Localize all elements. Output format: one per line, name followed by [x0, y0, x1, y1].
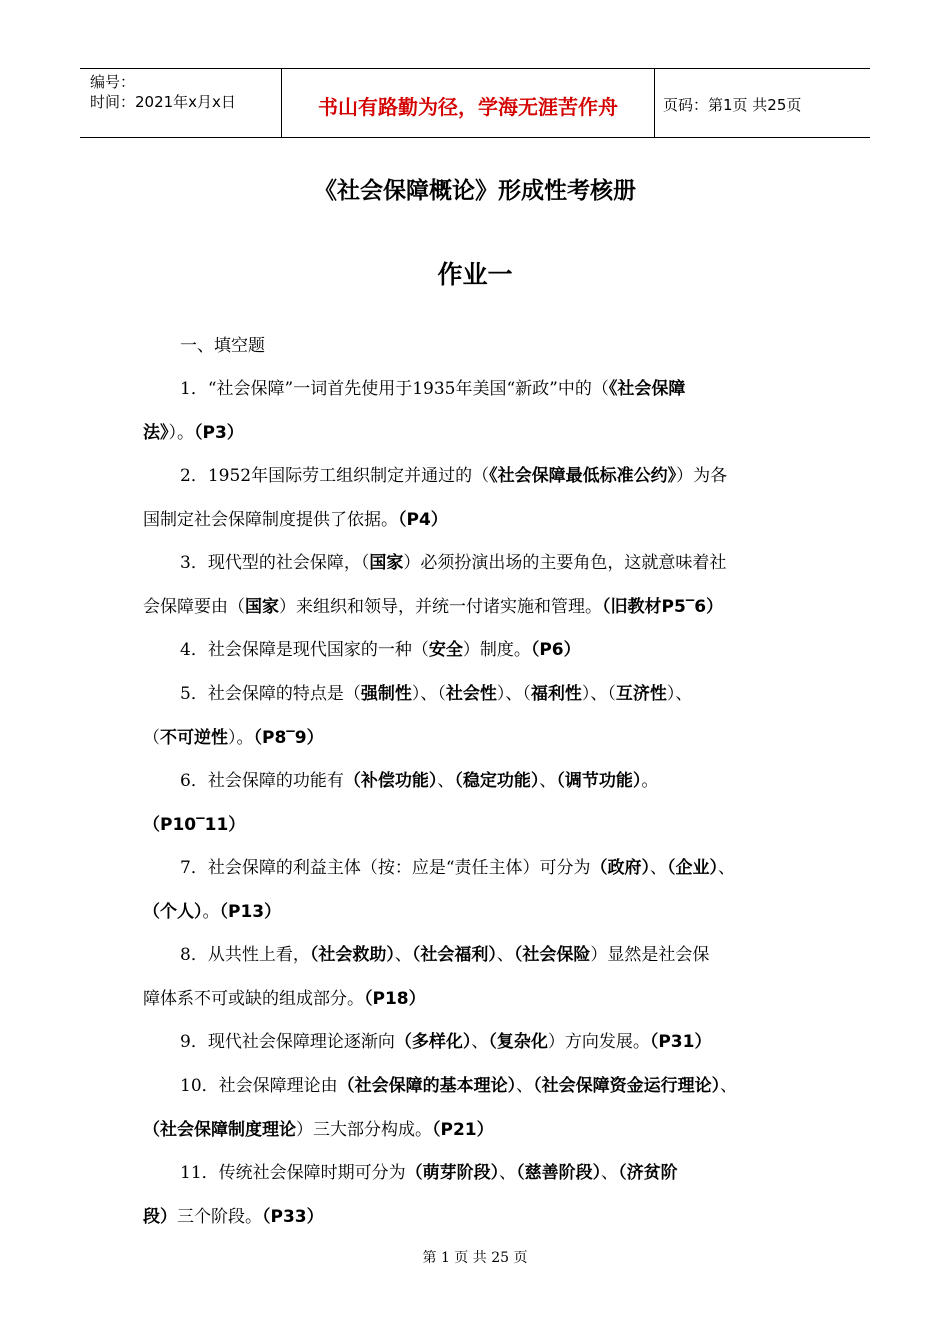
question-line: [143, 897, 281, 922]
question-text: 7．社会保障的利益主体（按：应是“责任主体）可分为: [180, 858, 591, 878]
answer-text: 安全: [428, 640, 463, 660]
answer-text: （P3）: [194, 423, 244, 443]
question-text: 。: [641, 771, 659, 791]
answer-text: （P18）: [364, 989, 426, 1009]
answer-text: （政府）: [590, 858, 651, 878]
question-text: 2．1952年国际劳工组织制定并通过的（: [180, 466, 490, 486]
answer-text: （稳定功能）: [454, 771, 540, 791]
number-label: 编号：: [90, 73, 136, 91]
question-text: 11．传统社会保障时期可分为: [180, 1163, 406, 1183]
answer-text: （复杂化: [488, 1032, 548, 1052]
question-text: 、: [471, 1032, 489, 1052]
question-text: 、: [499, 1163, 517, 1183]
question-text: ）必须扮演出场的主要角色，这就意味着社: [403, 553, 727, 573]
question-text: ）、: [666, 684, 693, 704]
question-text: 、: [496, 945, 514, 965]
question-text: 4．社会保障是现代国家的一种（: [180, 640, 429, 660]
answer-text: （社会保障的基本理论）: [337, 1076, 517, 1096]
question-line: [143, 1202, 324, 1227]
header-motto-cell: [282, 69, 655, 137]
question-text: ）三大部分构成。: [296, 1120, 432, 1140]
question-text: 10．社会保障理论由: [180, 1076, 338, 1096]
page-info: 页码：第1页 共25页: [663, 96, 802, 114]
question-line: [143, 810, 245, 835]
question-text: ）。: [168, 423, 194, 443]
answer-text: （萌芽阶段）: [405, 1163, 500, 1183]
answer-text: （多样化）: [394, 1032, 472, 1052]
question-text: 5．社会保障的特点是（: [180, 684, 361, 704]
answer-text: （P8‾9）: [253, 728, 324, 748]
header-meta-cell: [80, 69, 282, 137]
answer-text: （企业）: [667, 858, 719, 878]
question-text: ）来组织和领导，并统一付诸实施和管理。: [279, 597, 602, 617]
question-text: 、: [437, 771, 455, 791]
question-line: [143, 1115, 494, 1140]
question-line: [180, 1071, 737, 1096]
answer-text: 社会性: [445, 684, 497, 704]
question-text: 1．“社会保障”一词首先使用于1935年美国“新政”中的（: [180, 379, 609, 399]
question-text: 。: [202, 902, 220, 922]
answer-text: （P33）: [262, 1207, 324, 1227]
question-text: 3．现代型的社会保障，（: [180, 553, 370, 573]
answer-text: （个人）: [143, 902, 203, 922]
question-line: [180, 940, 709, 965]
question-text: 、: [539, 771, 557, 791]
header-page-cell: [655, 69, 870, 137]
answer-text: （社会保险: [513, 945, 591, 965]
answer-text: （P31）: [649, 1032, 712, 1052]
question-line: [143, 984, 426, 1009]
question-text: ）方向发展。: [547, 1032, 650, 1052]
motto-text: 书山有路勤为径，学海无涯苦作舟: [318, 95, 618, 119]
question-text: 、: [720, 1076, 738, 1096]
time-label: 时间：2021年x月x日: [90, 93, 236, 111]
assignment-heading: 作业一: [437, 260, 513, 289]
answer-text: 强制性: [360, 684, 412, 704]
document-title: 《社会保障概论》形成性考核册: [314, 178, 636, 204]
answer-text: （社会福利）: [411, 945, 497, 965]
question-line: [180, 635, 581, 660]
question-line: [143, 723, 324, 748]
answer-text: （P21）: [432, 1120, 494, 1140]
question-line: [180, 679, 692, 704]
question-line: [143, 592, 723, 617]
question-line: [180, 766, 658, 791]
answer-text: 国家: [245, 597, 279, 617]
question-line: [180, 1027, 711, 1052]
answer-text: （P6）: [530, 640, 581, 660]
question-text: ）。: [228, 728, 254, 748]
question-text: 8．从共性上看，: [180, 945, 310, 965]
answer-text: （补偿功能）: [343, 771, 438, 791]
question-text: 会保障要由（: [143, 597, 245, 617]
answer-text: （社会保障制度理论: [143, 1120, 296, 1140]
question-text: （: [143, 728, 160, 748]
question-line: [180, 1158, 678, 1183]
answer-text: （社会保障资金运行理论）: [533, 1076, 721, 1096]
question-text: 三个阶段。: [177, 1207, 262, 1227]
question-text: 6．社会保障的功能有: [180, 771, 344, 791]
answer-text: 《社会保障: [608, 379, 686, 399]
question-text: 、: [718, 858, 736, 878]
section-heading: 一、填空题: [180, 336, 265, 356]
question-text: ）显然是社会保: [590, 945, 710, 965]
answer-text: 互济性: [615, 684, 667, 704]
question-text: ）、（: [411, 684, 446, 704]
question-text: 障体系不可或缺的组成部分。: [143, 989, 364, 1009]
answer-text: （P4）: [398, 510, 448, 530]
question-text: 、: [601, 1163, 619, 1183]
answer-text: （调节功能）: [556, 771, 642, 791]
answer-text: 福利性: [530, 684, 582, 704]
answer-text: （社会救助）: [309, 945, 395, 965]
answer-text: 不可逆性: [160, 728, 228, 748]
question-line: [180, 374, 685, 399]
question-text: 、: [394, 945, 412, 965]
question-text: 国制定社会保障制度提供了依据。: [143, 510, 398, 530]
question-text: 、: [650, 858, 668, 878]
answer-text: 段）: [143, 1207, 177, 1227]
question-text: ）制度。: [462, 640, 531, 660]
question-line: [180, 853, 735, 878]
page-footer: 第 1 页 共 25 页: [422, 1250, 528, 1266]
answer-text: （旧教材P5‾6）: [602, 597, 724, 617]
answer-text: （P10‾11）: [143, 815, 246, 835]
page-header: [80, 68, 870, 138]
question-text: ）为各: [676, 466, 728, 486]
question-line: [180, 461, 727, 486]
question-text: 、: [516, 1076, 534, 1096]
question-text: ）、（: [496, 684, 531, 704]
question-line: [143, 505, 448, 530]
question-line: [143, 418, 244, 443]
answer-text: 国家: [369, 553, 404, 573]
question-text: ）、（: [581, 684, 616, 704]
answer-text: （P13）: [219, 902, 282, 922]
question-line: [180, 548, 726, 573]
question-text: 9．现代社会保障理论逐渐向: [180, 1032, 395, 1052]
answer-text: （慈善阶段）: [516, 1163, 602, 1183]
answer-text: 《社会保障最低标准公约》: [489, 466, 677, 486]
answer-text: 法》: [143, 423, 169, 443]
answer-text: （济贫阶: [618, 1163, 678, 1183]
